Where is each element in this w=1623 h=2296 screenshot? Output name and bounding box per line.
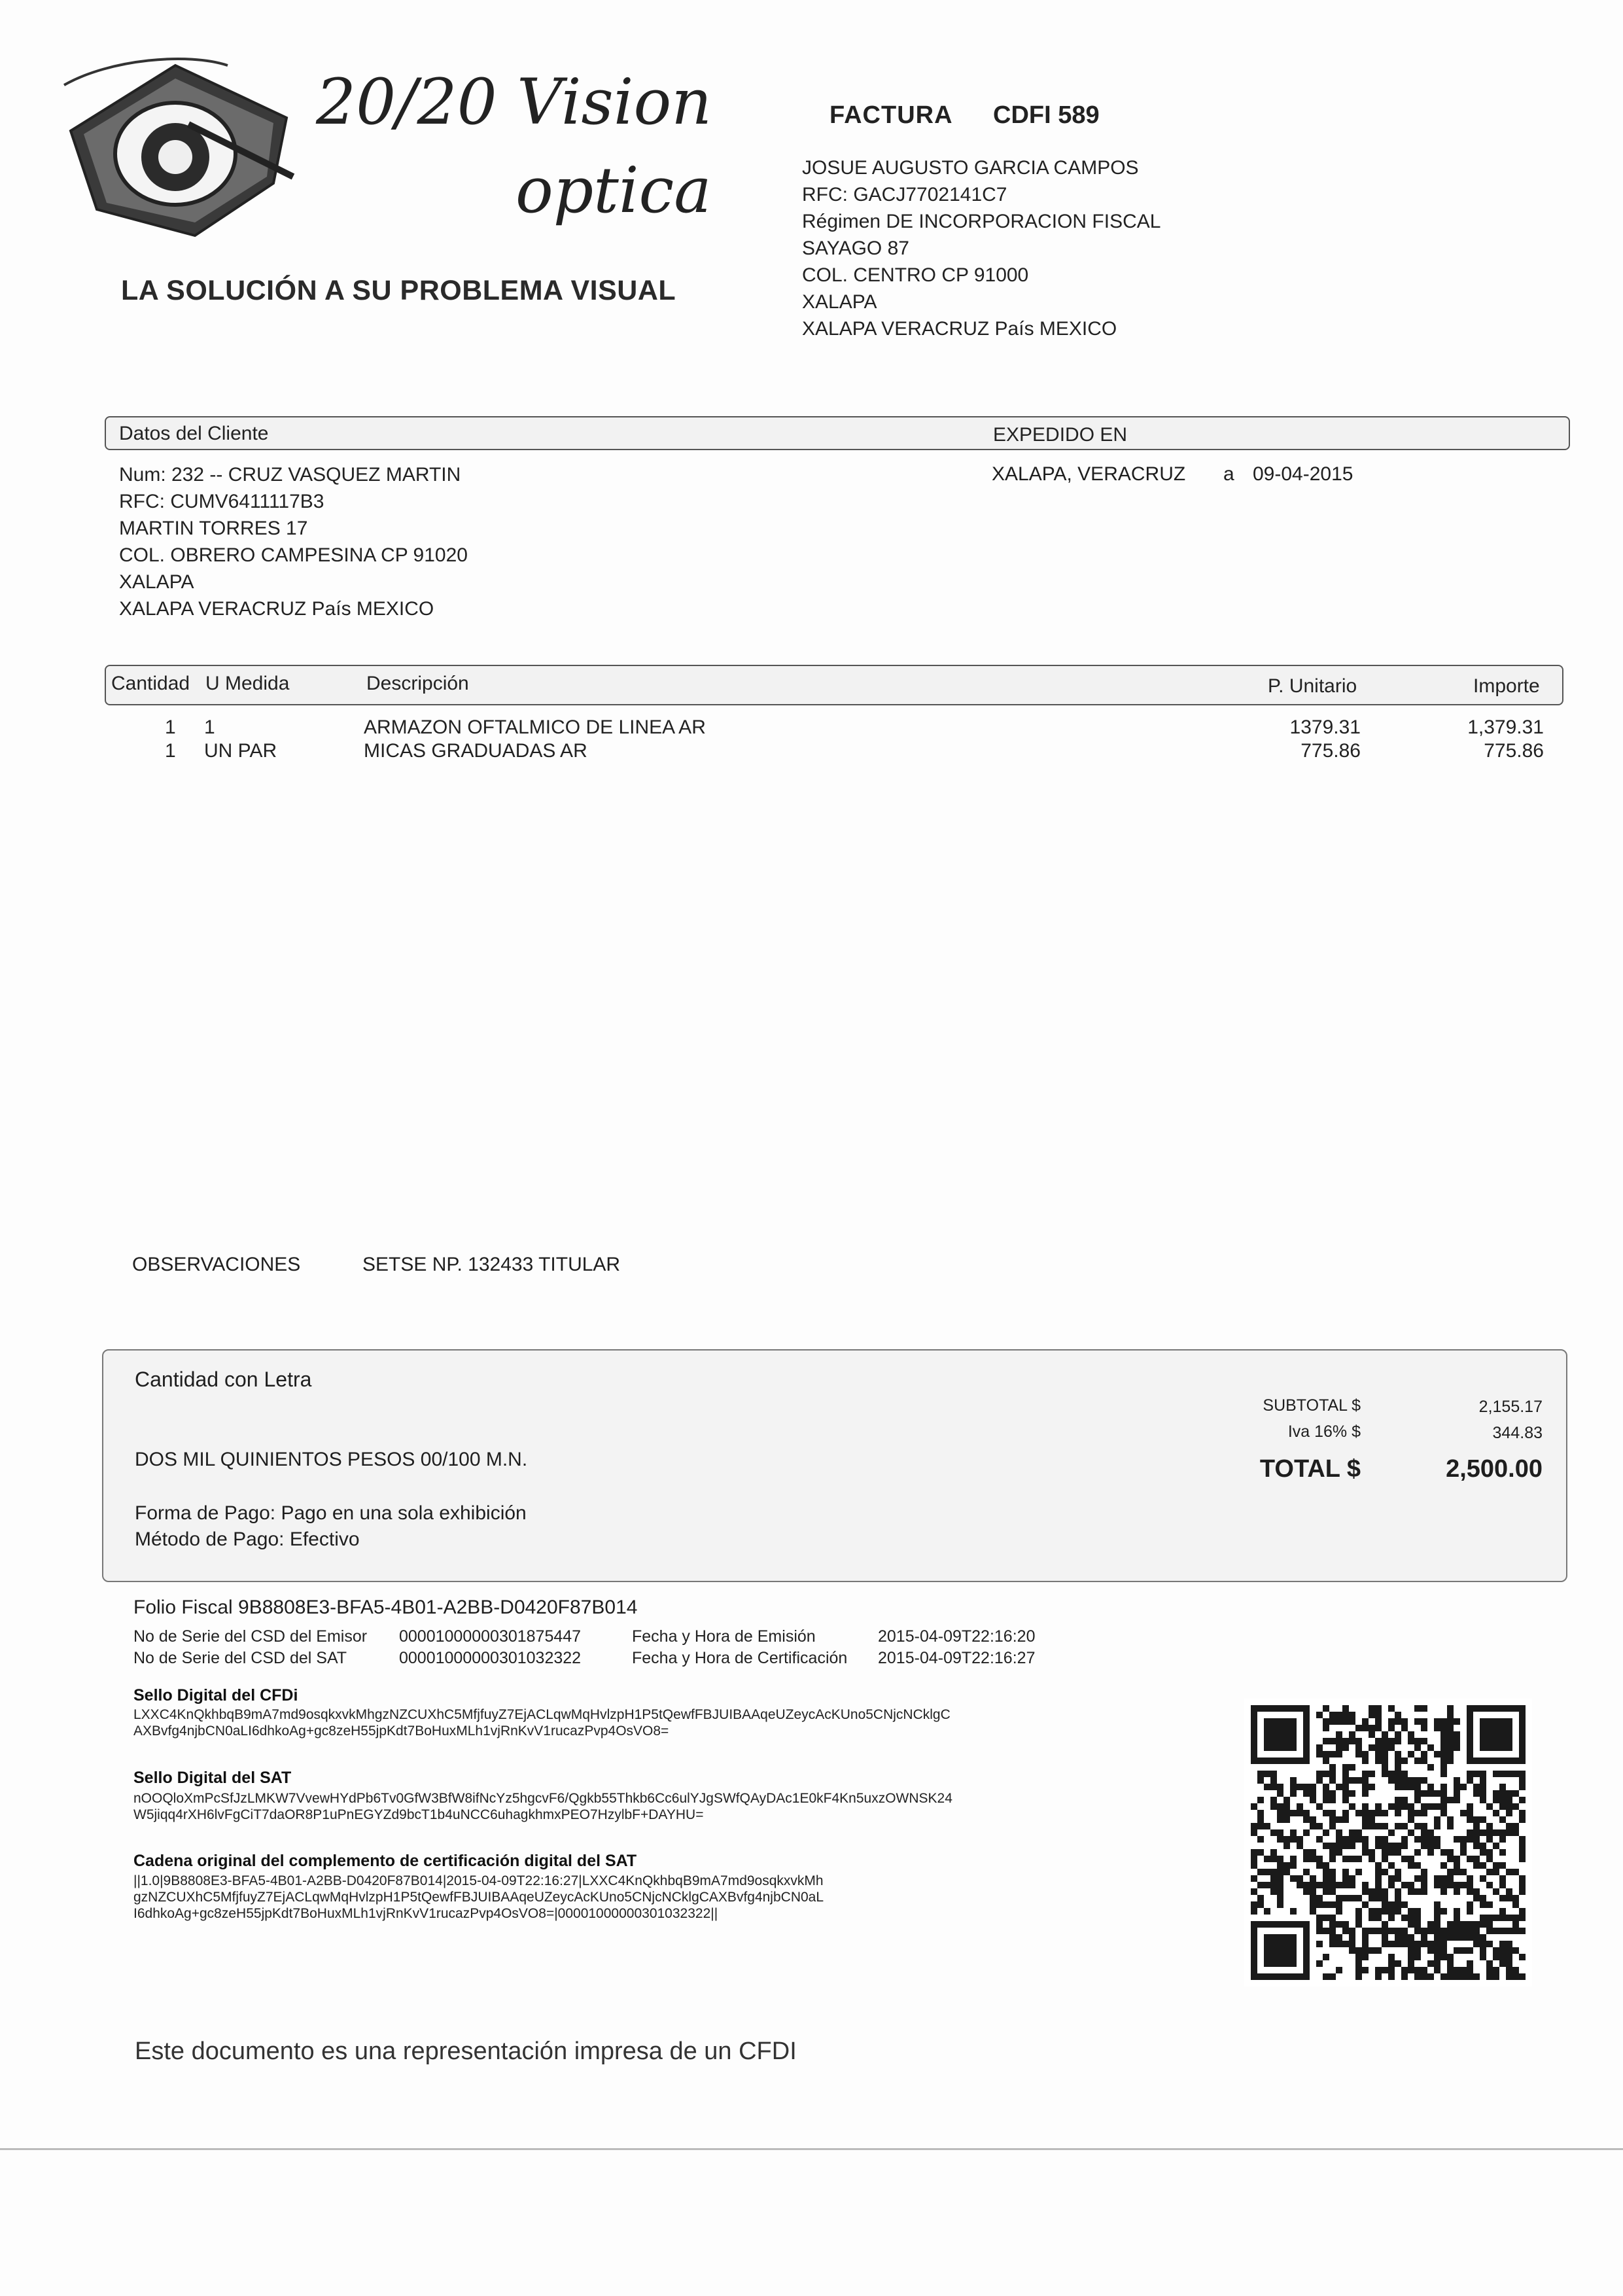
cantidad-letra: DOS MIL QUINIENTOS PESOS 00/100 M.N. [135,1449,528,1470]
issuer-state-country: XALAPA VERACRUZ País MEXICO [802,318,1117,340]
col-importe: Importe [1473,675,1540,697]
client-rfc: RFC: CUMV6411117B3 [119,491,324,512]
sello-sat-title: Sello Digital del SAT [133,1769,292,1787]
row-unidad: UN PAR [204,740,277,762]
eye-logo-icon [58,46,300,242]
client-section-bar [105,416,1570,450]
qr-code-icon [1244,1699,1532,1987]
serie-sat-label: No de Serie del CSD del SAT [133,1649,347,1667]
sello-cfdi: LXXC4KnQkhbqB9mA7md9osqkxvkMhgzNZCUXhC5MfjfuyZ7EjACLqwMqHvlzpH1P5tQewfFBJUIBAAqeUZeycAcKUno5CNjcNCklgCAXBvfg4njbCN0aLI6dhkoAg+gc8zeH55jpKdt7BoHuxMLh1vjRnKvV1rucazPvp4OsVO8= [133,1707,951,1739]
sello-sat: nOOQloXmPcSfJzLMKW7VvewHYdPb6Tv0GfW3BfW8ifNcYz5hgcvF6/Qgkb55Thkb6Cc6ulYJgSWfQAyDAc1E0kF4Kn5uxzOWNSK24W5jiqq4rXH6lvFgCiT7daOR8P1uPnEGYZd9bcT1b4uNCC6uhagkhmxPEO7HzylbF+DAYHU= [133,1791,952,1822]
totals-box [102,1349,1567,1582]
cantidad-letra-label: Cantidad con Letra [135,1368,312,1391]
client-city: XALAPA [119,571,194,593]
issuer-regimen: Régimen DE INCORPORACION FISCAL [802,211,1161,232]
logo-text-line1: 20/20 Vision [316,65,712,139]
forma-pago: Forma de Pago: Pago en una sola exhibición [135,1502,527,1524]
issuer-rfc: RFC: GACJ7702141C7 [802,184,1007,205]
row-descripcion: ARMAZON OFTALMICO DE LINEA AR [364,716,706,738]
expedido-place: XALAPA, VERACRUZ [992,463,1186,485]
row-importe: 775.86 [1484,740,1544,762]
row-unitario: 1379.31 [1289,716,1361,738]
page-bottom-rule [0,2148,1623,2150]
document-type: FACTURA [829,101,953,129]
folio-fiscal: Folio Fiscal 9B8808E3-BFA5-4B01-A2BB-D0420F87B014 [133,1597,638,1618]
total-label: TOTAL $ [1259,1455,1361,1483]
fecha-cert-label: Fecha y Hora de Certificación [632,1649,848,1667]
metodo-pago: Método de Pago: Efectivo [135,1528,360,1550]
fecha-emision: 2015-04-09T22:16:20 [878,1627,1036,1646]
col-descripcion: Descripción [366,673,469,694]
observaciones-text: SETSE NP. 132433 TITULAR [362,1254,621,1275]
items-header-bar [105,665,1563,705]
iva-value: 344.83 [1492,1424,1543,1442]
slogan: LA SOLUCIÓN A SU PROBLEMA VISUAL [121,275,676,306]
row-descripcion: MICAS GRADUADAS AR [364,740,587,762]
issuer-block [802,154,1161,342]
sello-cfdi-title: Sello Digital del CFDi [133,1686,298,1704]
issuer-name: JOSUE AUGUSTO GARCIA CAMPOS [802,157,1139,179]
serie-emisor: 00001000000301875447 [399,1627,582,1646]
client-num: Num: 232 -- CRUZ VASQUEZ MARTIN [119,464,461,486]
col-cantidad: Cantidad [111,673,190,694]
issuer-colonia: COL. CENTRO CP 91000 [802,264,1029,286]
serie-emisor-label: No de Serie del CSD del Emisor [133,1627,368,1646]
col-unitario: P. Unitario [1268,675,1357,697]
issuer-city: XALAPA [802,291,877,313]
footer-note: Este documento es una representación impresa de un CFDI [135,2038,797,2065]
row-unitario: 775.86 [1300,740,1361,762]
serie-sat: 00001000000301032322 [399,1649,582,1667]
client-state-country: XALAPA VERACRUZ País MEXICO [119,598,434,620]
client-section-label: Datos del Cliente [119,423,269,444]
row-cantidad: 1 [165,716,176,738]
expedido-label: EXPEDIDO EN [993,424,1128,446]
client-colonia: COL. OBRERO CAMPESINA CP 91020 [119,544,468,566]
client-street: MARTIN TORRES 17 [119,518,308,539]
fecha-emision-label: Fecha y Hora de Emisión [632,1627,816,1646]
expedido-a: a [1223,463,1234,485]
iva-label: Iva 16% $ [1287,1422,1361,1441]
observaciones-label: OBSERVACIONES [132,1254,301,1275]
fecha-cert: 2015-04-09T22:16:27 [878,1649,1036,1667]
row-cantidad: 1 [165,740,176,762]
total-value: 2,500.00 [1446,1455,1543,1483]
expedido-date: 09-04-2015 [1253,463,1353,485]
client-block [119,461,468,622]
row-importe: 1,379.31 [1467,716,1544,738]
cadena-title: Cadena original del complemento de certificación digital del SAT [133,1852,637,1870]
row-unidad: 1 [204,716,215,738]
cadena-original: ||1.0|9B8808E3-BFA5-4B01-A2BB-D0420F87B014|2015-04-09T22:16:27|LXXC4KnQkhbqB9mA7md9osqkxvkMhgzNZCUXhC5MfjfuyZ7EjACLqwMqHvlzpH1P5tQewfFBJUIBAAqeUZeycAcKUno5CNjcNCklgCAXBvfg4njbCN0aLI6dhkoAg+gc8zeH55jpKdt7BoHuxMLh1vjRnKvV1rucazPvp4OsVO8=|00001000000301032322|| [133,1873,824,1921]
col-unidad: U Medida [205,673,290,694]
document-number: CDFI 589 [993,101,1100,129]
logo-text-line2: optica [515,154,712,227]
issuer-street: SAYAGO 87 [802,238,909,259]
subtotal-value: 2,155.17 [1478,1398,1543,1416]
subtotal-label: SUBTOTAL $ [1263,1396,1361,1415]
